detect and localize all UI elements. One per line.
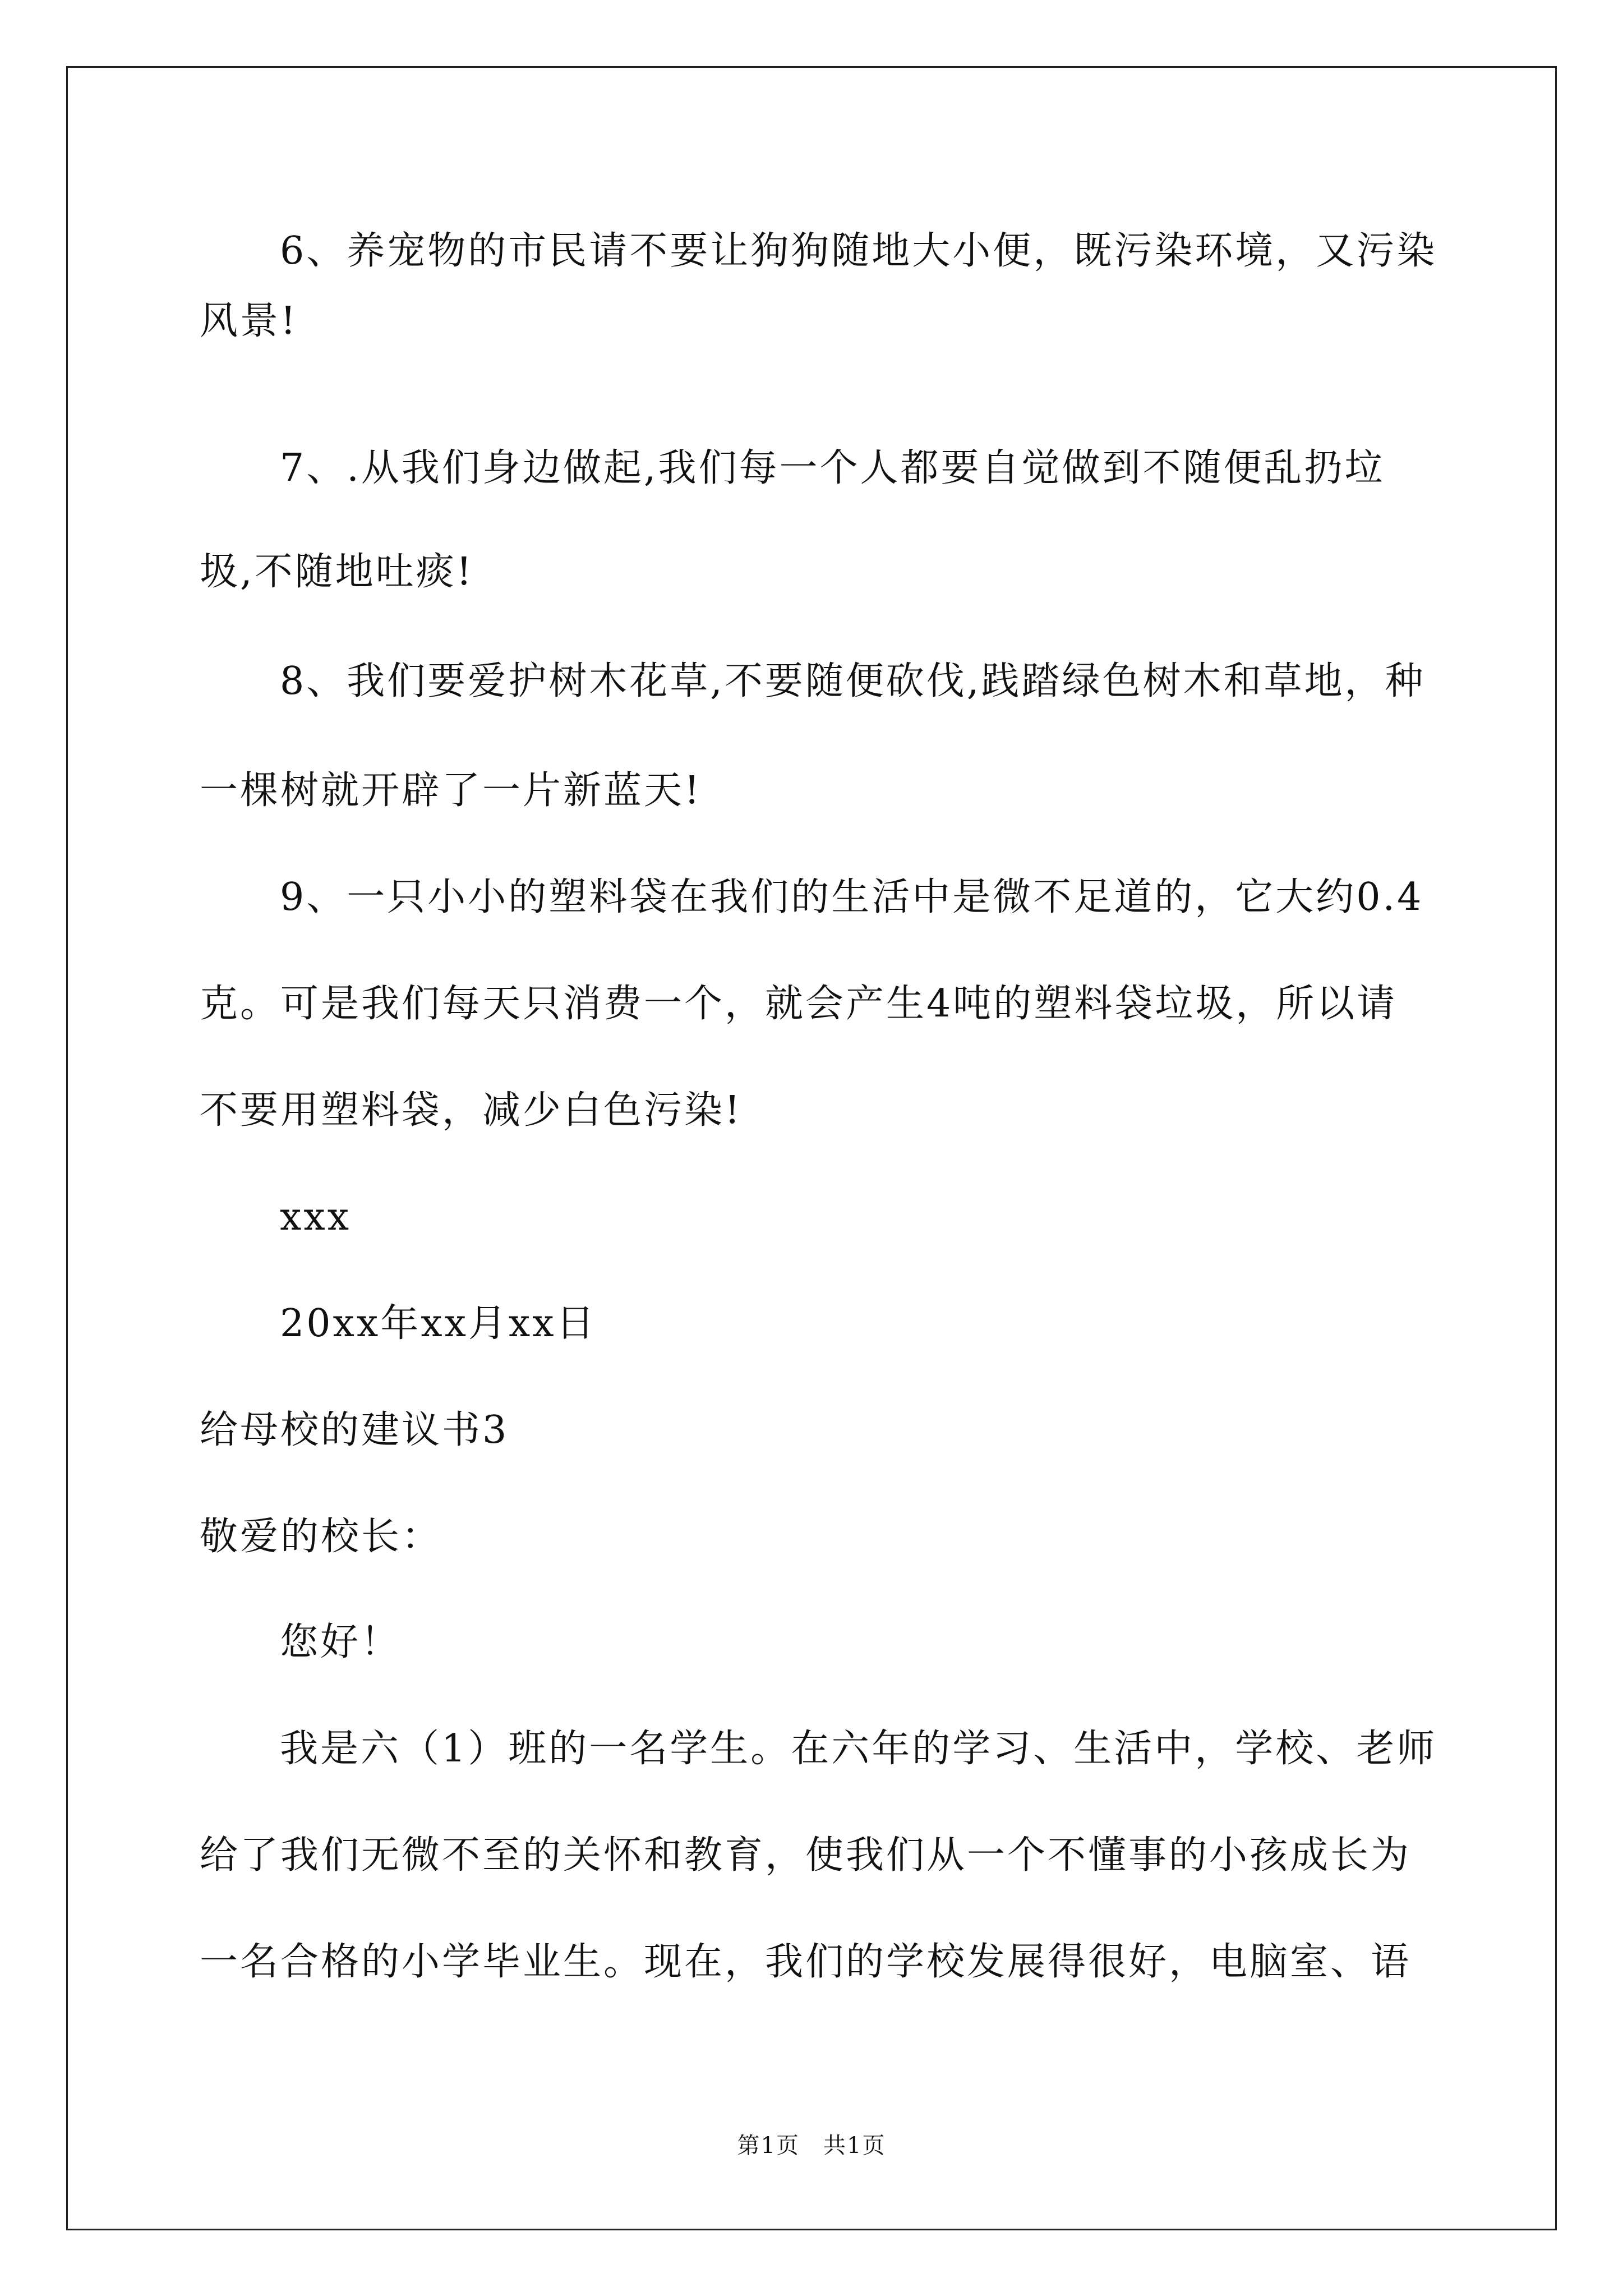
date-line: 20xx年xx月xx日: [280, 1301, 597, 1346]
page-footer: 第1页 共1页: [737, 2133, 886, 2159]
page-border: [66, 66, 1557, 2230]
paragraph-line: 圾,不随地吐痰!: [200, 550, 474, 594]
paragraph-line: 一名合格的小学毕业生。现在，我们的学校发展得很好，电脑室、语: [200, 1940, 1412, 1984]
paragraph-line: 8、我们要爱护树木花草,不要随便砍伐,践踏绿色树木和草地，种: [280, 659, 1426, 703]
paragraph-line: 不要用塑料袋，减少白色污染!: [200, 1088, 743, 1133]
paragraph-line: 9、一只小小的塑料袋在我们的生活中是微不足道的，它大约0.4: [280, 875, 1424, 919]
paragraph-line: 我是六（1）班的一名学生。在六年的学习、生活中，学校、老师: [280, 1727, 1437, 1771]
paragraph-line: 7、.从我们身边做起,我们每一个人都要自觉做到不随便乱扔垃: [280, 446, 1385, 490]
section-title: 给母校的建议书3: [200, 1408, 509, 1452]
paragraph-line: 6、养宠物的市民请不要让狗狗随地大小便，既污染环境，又污染: [280, 229, 1437, 273]
paragraph-line: 克。可是我们每天只消费一个，就会产生4吨的塑料袋垃圾，所以请: [200, 982, 1398, 1026]
paragraph-line: 给了我们无微不至的关怀和教育，使我们从一个不懂事的小孩成长为: [200, 1833, 1412, 1878]
greeting: 您好！: [280, 1620, 402, 1664]
paragraph-line: 一棵树就开辟了一片新蓝天!: [200, 769, 702, 813]
paragraph-line: 风景!: [200, 299, 298, 343]
salutation: 敬爱的校长：: [200, 1515, 442, 1559]
signature: xxx: [280, 1195, 352, 1239]
